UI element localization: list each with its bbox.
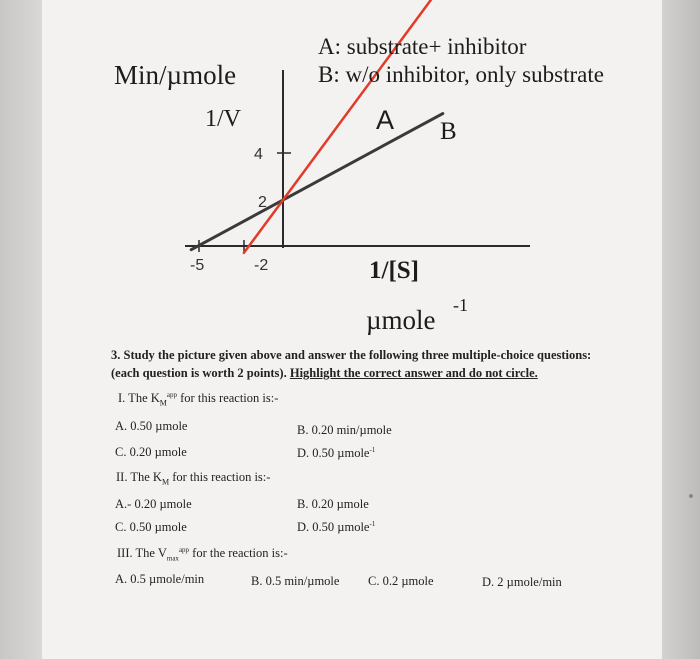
x-axis-label: 1/[S] [369,257,419,284]
y-axis-label: 1/V [205,106,241,132]
line-a-label: A [376,105,395,135]
q1-option-a[interactable]: A. 0.50 µmole [115,419,188,433]
q2-option-c[interactable]: C. 0.50 µmole [115,520,187,534]
q1-option-d[interactable]: D. 0.50 µmole$^{-1}$ [297,446,376,461]
x-axis-unit-exponent: -1 [453,295,468,315]
y-tick-label-4: 4 [254,146,263,163]
q2-option-b[interactable]: B. 0.20 µmole [297,497,369,511]
line-b-label: B [440,118,457,145]
q3-option-c[interactable]: C. 0.2 µmole [368,574,434,588]
y-tick-label-2: 2 [258,194,267,211]
y-axis-unit: Min/µmole [114,60,237,90]
highlight-instruction: Highlight the correct answer and do not circle. [289,366,538,380]
x-tick-label-minus2: -2 [254,257,269,274]
q2-option-d[interactable]: D. 0.50 µmole$^{-1}$ [297,520,376,535]
legend-b: B: w/o inhibitor, only substrate [318,62,604,87]
q1-option-b[interactable]: B. 0.20 min/µmole [297,423,392,437]
points-note: (each question is worth 2 points). [111,366,290,380]
q3-option-d[interactable]: D. 2 µmole/min [482,575,562,589]
q2-stem: II. The $K_M$ for this reaction is:- [116,470,271,487]
line-b-without-inhibitor [191,114,443,250]
x-axis-unit: µmole [366,305,436,335]
q1-option-c[interactable]: C. 0.20 µmole [115,445,187,459]
q3-option-a[interactable]: A. 0.5 µmole/min [115,572,205,586]
q1-stem: I. The $K_M^{app}$ for this reaction is:- [118,391,279,408]
legend-a: A: substrate+ inhibitor [318,34,527,59]
q3-option-b[interactable]: B. 0.5 min/µmole [251,574,340,588]
question-intro-line2 [111,366,538,381]
q2-option-a[interactable]: A.- 0.20 µmole [115,497,192,511]
q3-stem: III. The $V_{max}^{app}$ for the reaction is:- [117,546,288,563]
paper-speck [689,494,693,498]
question-intro-line1: 3. Study the picture given above and answer the following three multiple-choice questions: [111,348,592,362]
x-tick-label-minus5: -5 [190,257,205,274]
